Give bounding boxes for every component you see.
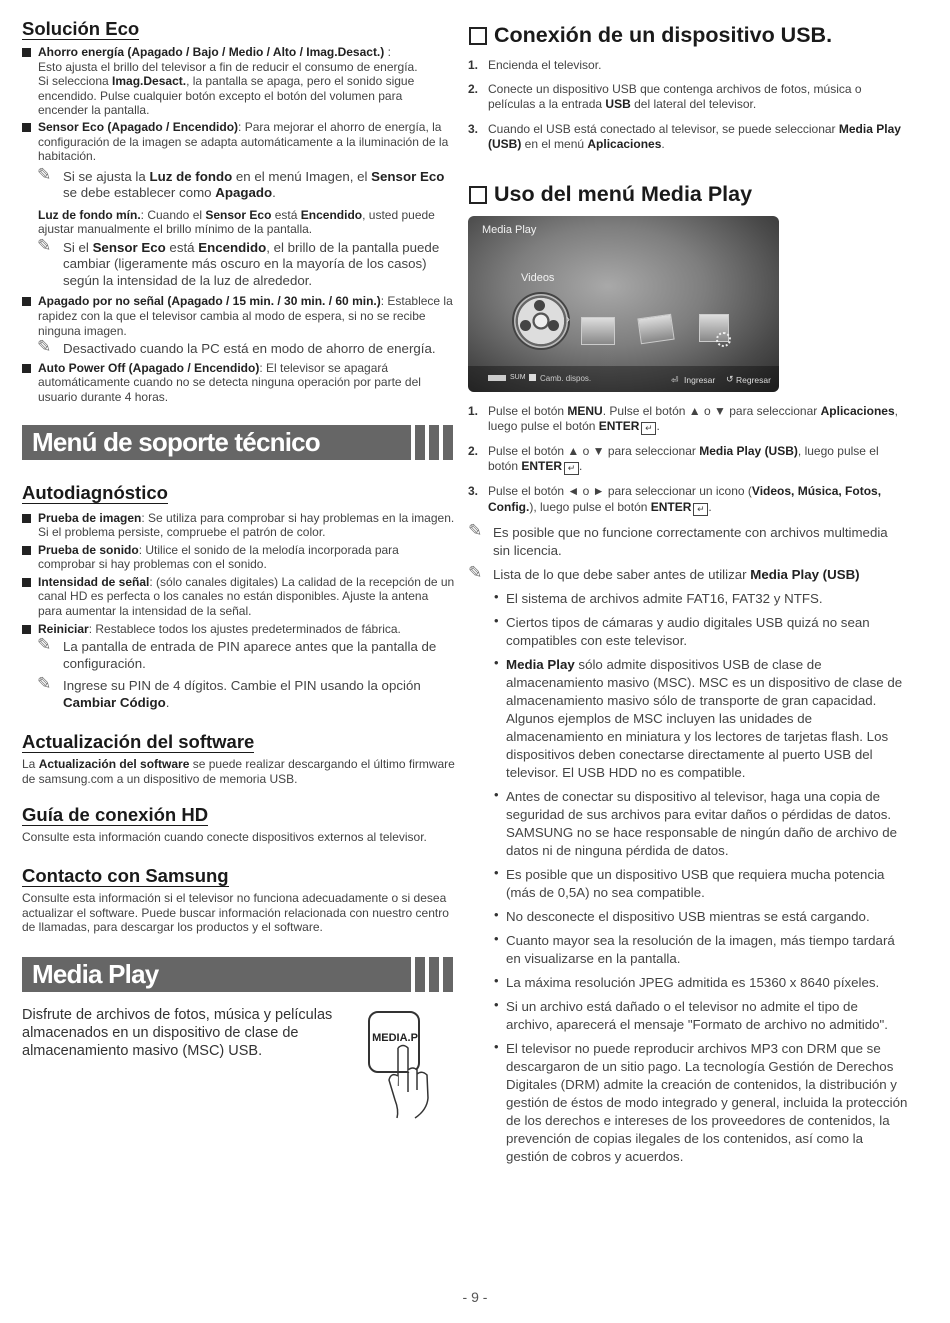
- intensidad-item: [22, 575, 455, 619]
- bold-text: ENTER: [598, 419, 640, 434]
- media-play-banner: [22, 957, 455, 992]
- sum-label: SUM: [510, 374, 526, 382]
- text: : Utilice el sonido de la melodía incorporada para comprobar si hay problemas con el sonido.: [38, 542, 399, 572]
- text: .: [165, 694, 170, 710]
- uso-heading: [468, 181, 908, 207]
- text: .: [661, 136, 665, 151]
- note-luz-de-fondo: [22, 164, 455, 202]
- bold-text: Media Play (USB): [699, 444, 798, 459]
- note-pin2: [22, 674, 455, 711]
- bullet-item: [468, 908, 908, 926]
- checkbox-icon: [469, 27, 487, 45]
- bullet-dot: •: [494, 864, 499, 880]
- gear-icon: [716, 332, 731, 347]
- text: sólo admite dispositivos USB de clase de almacenamiento masivo (MSC). MSC es un dispositivo de clase de almacenamiento masivo sólo de transporte de gran capacidad. Algunos ejemplos de MSC incluyen las unidades de almacenamiento en miniatura y los lectores de tarjetas flash. Los dispositivos deben conectarse directamente al puerto USB del televisor. El USB HDD no es compatible.: [506, 656, 903, 780]
- bullet-item: [468, 974, 908, 992]
- reel-hole: [534, 300, 545, 311]
- luz-de-fondo-min: [22, 208, 455, 237]
- sensor-eco-item: [22, 120, 455, 164]
- usb-step-3: [468, 122, 908, 152]
- banner-stripe: [443, 425, 453, 460]
- text: Lista de lo que debe saber antes de utilizar: [493, 566, 751, 582]
- screen-videos-label: Videos: [521, 272, 555, 285]
- text: en el menú Imagen, el: [232, 168, 372, 184]
- bold-text: Luz de fondo: [149, 168, 233, 184]
- text: .: [272, 185, 276, 201]
- media-p-remote-button-illustration: [345, 1010, 445, 1120]
- text: Es posible que no funcione correctamente con archivos multimedia sin licencia.: [493, 524, 888, 558]
- bullet-item: [468, 656, 908, 782]
- contacto-text: Consulte esta información si el televisor no funciona adecuadamente o si desea actualizar el software. Puede buscar información relacionada con nuestro centro de llamadas, para descargar los productos y el software.: [22, 891, 449, 935]
- bold-text: Prueba de sonido: [38, 542, 139, 557]
- left-column: [22, 18, 455, 1060]
- hand-press-icon: [345, 1010, 445, 1120]
- pencil-note-icon: ✎: [37, 337, 52, 357]
- ahorro-title: Ahorro energía (Apagado / Bajo / Medio / Alto / Imag.Desact.): [38, 45, 385, 59]
- heading-text: Conexión de un dispositivo USB.: [494, 23, 833, 47]
- text: Cuando el USB está conectado al televisor, se puede seleccionar: [488, 121, 839, 136]
- banner-stripe: [415, 425, 425, 460]
- pencil-note-icon: ✎: [37, 235, 52, 255]
- bold-text: Sensor Eco: [92, 239, 166, 255]
- heading-text: Uso del menú Media Play: [494, 182, 753, 207]
- text: se debe establecer como: [63, 185, 216, 201]
- uso-note-2: [468, 562, 908, 584]
- text: Es posible que un dispositivo USB que requiera mucha potencia (más de 0,5A) no sea compatible.: [506, 866, 885, 900]
- text: Si un archivo está dañado o el televisor no admite el tipo de archivo, aparecerá el mensaje "Formato de archivo no admitido".: [506, 998, 888, 1032]
- text: : Establece la rapidez con la que el televisor cambia al modo de espera, si no se recibe ninguna imagen.: [38, 294, 453, 338]
- bold-text: MENU: [567, 404, 603, 419]
- text: Cuanto mayor sea la resolución de la imagen, más tiempo tardará en visualizarse en la pantalla.: [506, 932, 895, 966]
- text: está: [271, 207, 301, 222]
- guia-heading: Guía de conexión HD: [22, 804, 209, 826]
- bold-text: Media Play (USB): [488, 121, 901, 151]
- bullet-item: [468, 614, 908, 650]
- bullet-item: [468, 590, 908, 608]
- text: en el menú: [521, 136, 588, 151]
- bullet-item: [468, 1040, 908, 1166]
- square-bullet-icon: [22, 297, 31, 306]
- photos-icon: [637, 314, 674, 344]
- text: La pantalla de entrada de PIN aparece antes que la pantalla de configuración.: [63, 639, 437, 671]
- square-bullet-icon: [22, 514, 31, 523]
- text: del lateral del televisor.: [630, 97, 757, 112]
- bold-text: ENTER: [521, 459, 563, 474]
- bold-text: ENTER: [650, 499, 692, 514]
- apagado-item: [22, 294, 455, 338]
- bullet-item: [468, 788, 908, 860]
- film-reel-icon: [512, 292, 570, 350]
- right-column: [468, 22, 908, 1166]
- media-p-label: MEDIA.P: [372, 1032, 418, 1044]
- text: : (sólo canales digitales) La calidad de la recepción de un canal HD es perfecta o los canales no están disponibles. Ajuste la antena para aumentar la intensidad de la señal.: [38, 574, 455, 619]
- usb-device-icon: [488, 375, 506, 381]
- pencil-note-icon: ✎: [37, 164, 52, 184]
- bullet-dot: •: [494, 654, 499, 670]
- bold-text: Sensor Eco: [371, 168, 445, 184]
- step-number: 1.: [468, 404, 479, 419]
- color-button-icon: [529, 374, 536, 381]
- bold-text: Auto Power Off (Apagado / Encendido): [38, 360, 260, 375]
- sensor-title: Sensor Eco (Apagado / Encendido): [38, 119, 239, 134]
- text: : Se utiliza para comprobar si hay problemas en la imagen. Si el problema persiste, compruebe el patrón de color.: [38, 510, 455, 540]
- text: Pulse el botón ▲ o ▼ para seleccionar: [488, 444, 700, 459]
- step-number: 1.: [468, 58, 479, 72]
- checkbox-icon: [469, 186, 487, 204]
- pencil-note-icon: ✎: [468, 520, 483, 540]
- bullet-dot: •: [494, 612, 499, 628]
- bold-text: Encendido: [198, 239, 267, 255]
- prueba-imagen-item: [22, 511, 455, 540]
- uso-step-1: [468, 404, 908, 435]
- step-number: 2.: [468, 82, 479, 97]
- return-icon: ↺: [726, 374, 734, 385]
- ahorro-item: [22, 45, 455, 118]
- bold-text: Intensidad de señal: [38, 574, 150, 589]
- sensor-text: : Para mejorar el ahorro de energía, la configuración de la imagen se adapta automáticamente a la iluminación de la habitación.: [38, 119, 449, 164]
- reiniciar-item: [22, 622, 455, 637]
- bold-text: Apagado por no señal (Apagado / 15 min. / 30 min. / 60 min.): [38, 294, 381, 309]
- banner-stripe: [429, 425, 439, 460]
- uso-note-1: [468, 520, 908, 560]
- text: .: [579, 459, 583, 474]
- square-bullet-icon: [22, 48, 31, 57]
- reel-hole: [548, 320, 559, 331]
- bullet-dot: •: [494, 906, 499, 922]
- bullet-dot: •: [494, 930, 499, 946]
- regresar-label: Regresar: [736, 375, 771, 386]
- bullet-dot: •: [494, 972, 499, 988]
- usb-step-2: [468, 82, 908, 112]
- text: ), luego pulse el botón: [529, 499, 651, 514]
- bold-text: Cambiar Código: [63, 694, 166, 710]
- bold-text: USB: [605, 97, 631, 112]
- contacto-heading: Contacto con Samsung: [22, 865, 229, 887]
- bold-text: Videos, Música, Fotos, Config.: [488, 484, 882, 514]
- camb-dispos-label: Camb. dispos.: [540, 374, 592, 384]
- bullet-item: [468, 866, 908, 902]
- text: , luego pulse el botón: [488, 404, 898, 434]
- square-bullet-icon: [22, 123, 31, 132]
- text: Si selecciona: [38, 74, 113, 89]
- actualizacion-heading: Actualización del software: [22, 731, 255, 753]
- text: La máxima resolución JPEG admitida es 15360 x 8640 píxeles.: [506, 974, 880, 990]
- usb-step-1: [468, 58, 908, 73]
- square-bullet-icon: [22, 546, 31, 555]
- actualizacion-text: [22, 757, 455, 786]
- text: Encienda el televisor.: [488, 58, 602, 72]
- soporte-banner: [22, 425, 455, 460]
- text: se puede realizar descargando el último firmware de samsung.com a un dispositivo de memoria USB.: [22, 757, 455, 786]
- music-icon: [581, 317, 615, 345]
- bold-text: Aplicaciones: [587, 136, 662, 151]
- step-number: 2.: [468, 444, 479, 459]
- auto-power-item: [22, 361, 455, 405]
- bold-text: Prueba de imagen: [38, 510, 142, 525]
- media-play-intro: Disfrute de archivos de fotos, música y películas almacenados en un dispositivo de clase de almacenamiento masivo (MSC) USB.: [22, 1006, 333, 1059]
- bold-text: Media Play: [506, 656, 575, 672]
- banner-stripe: [443, 957, 453, 992]
- text: : Cuando el: [140, 207, 206, 222]
- ahorro-line1: Esto ajusta el brillo del televisor a fin de reducir el consumo de energía.: [38, 59, 418, 74]
- text: Pulse el botón ◄ o ► para seleccionar un icono (: [488, 484, 752, 499]
- text: está: [165, 239, 199, 255]
- square-bullet-icon: [22, 364, 31, 373]
- bullet-item: [468, 932, 908, 968]
- pencil-note-icon: ✎: [468, 562, 483, 582]
- text: Pulse el botón: [488, 404, 568, 419]
- pencil-note-icon: ✎: [37, 635, 52, 655]
- uso-step-2: [468, 444, 908, 475]
- bold-text: Luz de fondo mín.: [38, 207, 141, 222]
- bullet-dot: •: [494, 1038, 499, 1054]
- page-number: - 9 -: [462, 1289, 488, 1305]
- text: : El televisor se apagará automáticamente cuando no se detecta ninguna operación por parte del usuario durante 4 horas.: [38, 360, 421, 404]
- soporte-banner-title: Menú de soporte técnico: [32, 426, 320, 457]
- text: La: [22, 757, 39, 772]
- text: .: [656, 419, 660, 434]
- bold-text: Imag.Desact.: [112, 74, 187, 89]
- ingresar-label: Ingresar: [684, 375, 716, 386]
- text: , usted puede ajustar manualmente el brillo mínimo de la pantalla.: [38, 207, 435, 237]
- usb-heading: [468, 22, 908, 48]
- text: .: [708, 499, 712, 514]
- banner-stripe: [429, 957, 439, 992]
- reel-hole: [520, 320, 531, 331]
- bold-text: Actualización del software: [38, 757, 190, 772]
- text: , la pantalla se apaga, pero el sonido sigue encendido. Pulse cualquier botón excepto el botón del volumen para encender la pantalla.: [38, 74, 415, 118]
- note-desactivado: [22, 337, 455, 358]
- square-bullet-icon: [22, 578, 31, 587]
- text: Ingrese su PIN de 4 dígitos. Cambie el PIN usando la opción: [63, 678, 421, 694]
- text: Desactivado cuando la PC está en modo de ahorro de energía.: [63, 341, 436, 357]
- text: , luego pulse el botón: [488, 444, 879, 474]
- guia-text: Consulte esta información cuando conecte dispositivos externos al televisor.: [22, 830, 427, 845]
- text: No desconecte el dispositivo USB mientras se está cargando.: [506, 908, 870, 924]
- note-pin1: [22, 635, 455, 672]
- media-play-screen: [468, 216, 779, 392]
- bold-text: Reiniciar: [38, 621, 89, 636]
- bold-text: Aplicaciones: [820, 404, 895, 419]
- bold-text: Media Play (USB): [750, 566, 860, 582]
- text: El sistema de archivos admite FAT16, FAT32 y NTFS.: [506, 590, 823, 606]
- bullet-dot: •: [494, 588, 499, 604]
- uso-step-3: [468, 484, 908, 515]
- bullet-item: [468, 998, 908, 1034]
- bullet-dot: •: [494, 996, 499, 1012]
- square-bullet-icon: [22, 625, 31, 634]
- text: : Restablece todos los ajustes predeterminados de fábrica.: [88, 621, 401, 636]
- screen-title: Media Play: [482, 224, 537, 237]
- enter-key-icon: ↵: [641, 422, 656, 435]
- enter-key-icon: ↵: [564, 462, 579, 475]
- enter-key-icon: ↵: [693, 503, 708, 516]
- autodiagnostico-heading: Autodiagnóstico: [22, 481, 168, 503]
- chevron-right-icon: ›: [566, 312, 570, 327]
- bold-text: Encendido: [300, 207, 363, 222]
- text: , el brillo de la pantalla puede cambiar (ligeramente más oscuro en la mayoría de los casos) según la intensidad de la luz de alrededor.: [63, 239, 440, 288]
- bullet-dot: •: [494, 786, 499, 802]
- colon: :: [384, 45, 391, 59]
- media-play-banner-title: Media Play: [32, 958, 159, 989]
- bold-text: Apagado: [215, 185, 273, 201]
- bold-text: Sensor Eco: [205, 207, 272, 222]
- media-play-screenshot: [468, 216, 908, 392]
- text: Si se ajusta la: [63, 168, 150, 184]
- solucion-eco-heading: Solución Eco: [22, 18, 140, 39]
- banner-stripe: [415, 957, 425, 992]
- text: El televisor no puede reproducir archivos MP3 con DRM que se descargaron de un sitio pago. La tecnología Gestión de Derechos Digitales (DRM) admite la creación de contenidos, la distribución y gestión de éstos de modo integrado y general, incluida la protección de los derechos e intereses de los proveedores de contenidos, la prevención de copias ilegales de los contenidos, así como la gestión de cobros y acuerdos.: [506, 1040, 908, 1164]
- text: . Pulse el botón ▲ o ▼ para seleccionar: [602, 404, 821, 419]
- step-number: 3.: [468, 121, 479, 136]
- text: Antes de conectar su dispositivo al televisor, haga una copia de seguridad de sus archivos para evitar daños o pérdidas de datos. SAMSUNG no se hace responsable de ningún daño de archivo de datos ni de ninguna pérdida de datos.: [506, 788, 898, 858]
- pencil-note-icon: ✎: [37, 674, 52, 694]
- note-sensor-eco: [22, 235, 455, 290]
- step-number: 3.: [468, 484, 479, 499]
- text: Ciertos tipos de cámaras y audio digitales USB quizá no sean compatibles con este televisor.: [506, 614, 870, 648]
- text: Conecte un dispositivo USB que contenga archivos de fotos, música o películas a la entrada: [488, 82, 862, 112]
- prueba-sonido-item: [22, 543, 455, 572]
- text: Si el: [63, 239, 93, 255]
- enter-icon: ⏎: [671, 375, 679, 386]
